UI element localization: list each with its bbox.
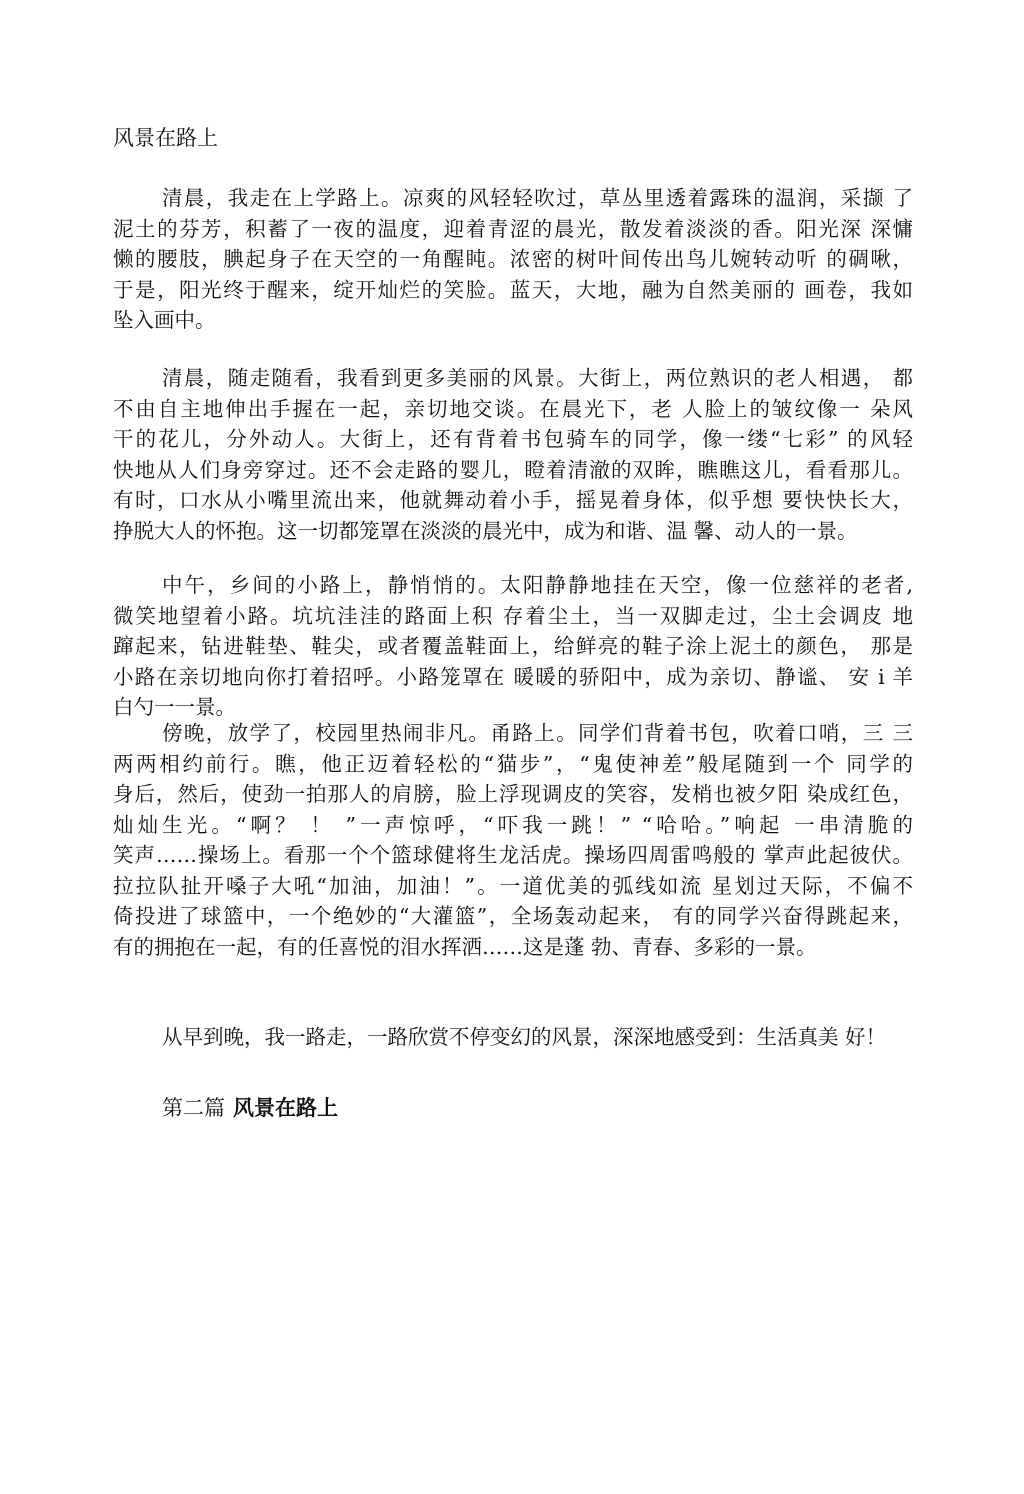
paragraph-line: 于是，阳光终于醒来，绽开灿烂的笑脸。蓝天，大地，融为自然美丽的 画卷，我如	[113, 277, 913, 302]
paragraph-morning-street	[113, 363, 913, 546]
paragraph-line: 干的花儿，分外动人。大街上，还有背着书包骑车的同学，像一缕“七彩” 的风轻	[113, 427, 913, 451]
paragraph-line: 清晨，随走随看，我看到更多美丽的风景。大街上，两位熟识的老人相遇， 都	[162, 366, 913, 390]
paragraph-line: 有的拥抱在一起，有的任喜悦的泪水挥洒……这是蓬 勃、青春、多彩的一景。	[113, 934, 817, 959]
paragraph-line: 两两相约前行。瞧，他正迈着轻松的“猫步”，“鬼使神差”般尾随到一个 同学的	[113, 751, 913, 776]
section-heading-title: 风景在路上	[233, 1095, 338, 1120]
paragraph-line: 泥土的芬芳，积蓄了一夜的温度，迎着青涩的晨光，散发着淡淡的香。阳光深 深慵	[113, 216, 913, 241]
paragraph-line: 微笑地望着小路。坑坑洼洼的路面上积 存着尘土，当一双脚走过，尘土会调皮 地	[113, 603, 913, 628]
paragraph-line: 快地从人们身旁穿过。还不会走路的婴儿，瞪着清澈的双眸，瞧瞧这儿，看看那儿。	[113, 457, 913, 482]
section-heading-label: 第二篇	[162, 1096, 225, 1120]
section-heading	[162, 1093, 338, 1123]
paragraph-line: 清晨，我走在上学路上。凉爽的风轻轻吹过，草丛里透着露珠的温润，采撷 了	[162, 186, 913, 210]
paragraph-evening-campus	[113, 718, 913, 962]
paragraph-line: 懒的腰肢，腆起身子在天空的一角醒盹。浓密的树叶间传出鸟儿婉转动听 的碉啾，	[113, 247, 913, 271]
paragraph-line: 灿灿生光。“啊？ ！ ”一声惊呼，“吓我一跳！” “哈哈。”响起 一串清脆的	[113, 812, 913, 837]
paragraph-line: 挣脱大人的怀抱。这一切都笼罩在淡淡的晨光中，成为和谐、温 馨、动人的一景。	[113, 518, 858, 543]
document-title: 风景在路上	[113, 126, 218, 150]
paragraph-morning-walk	[113, 183, 913, 336]
paragraph-line: 身后，然后，使劲一拍那人的肩膀，脸上浮现调皮的笑容，发梢也被夕阳 染成红色，	[113, 782, 913, 806]
paragraph-line: 不由自主地伸出手握在一起，亲切地交谈。在晨光下，老 人脸上的皱纹像一 朵风	[113, 396, 913, 421]
paragraph-line: 小路在亲切地向你打着招呼。小路笼罩在 暖暖的骄阳中，成为亲切、静谧、 安 i 羊	[113, 664, 913, 689]
paragraph-line: 笑声……操场上。看那一个个篮球健将生龙活虎。操场四周雷鸣般的 掌声此起彼伏。	[113, 843, 913, 867]
paragraph-line: 坠入画中。	[113, 308, 216, 332]
paragraph-line: 傍晚，放学了，校园里热闹非凡。甬路上。同学们背着书包，吹着口哨，三 三	[162, 721, 913, 745]
paragraph-conclusion	[113, 1022, 913, 1053]
paragraph-line: 从早到晚，我一路走，一路欣赏不停变幻的风景，深深地感受到：生活真美 好！	[162, 1025, 887, 1049]
paragraph-line: 有时，口水从小嘴里流出来，他就舞动着小手，摇晃着身体，似乎想 要快快长大，	[113, 488, 913, 512]
paragraph-line: 白勺一一景。	[113, 695, 236, 719]
paragraph-line: 中午，乡间的小路上，静悄悄的。太阳静静地挂在天空，像一位慈祥的老者,	[162, 573, 913, 597]
paragraph-line: 倚投进了球篮中，一个绝妙的“大灌篮”，全场轰动起来， 有的同学兴奋得跳起来，	[113, 904, 913, 928]
paragraph-line: 拉拉队扯开嗓子大吼“加油，加油！”。一道优美的弧线如流 星划过天际，不偏不	[113, 873, 913, 898]
paragraph-line: 蹿起来，钻进鞋垫、鞋尖，或者覆盖鞋面上，给鲜亮的鞋子涂上泥土的颜色， 那是	[113, 634, 913, 658]
paragraph-noon-path	[113, 570, 913, 723]
